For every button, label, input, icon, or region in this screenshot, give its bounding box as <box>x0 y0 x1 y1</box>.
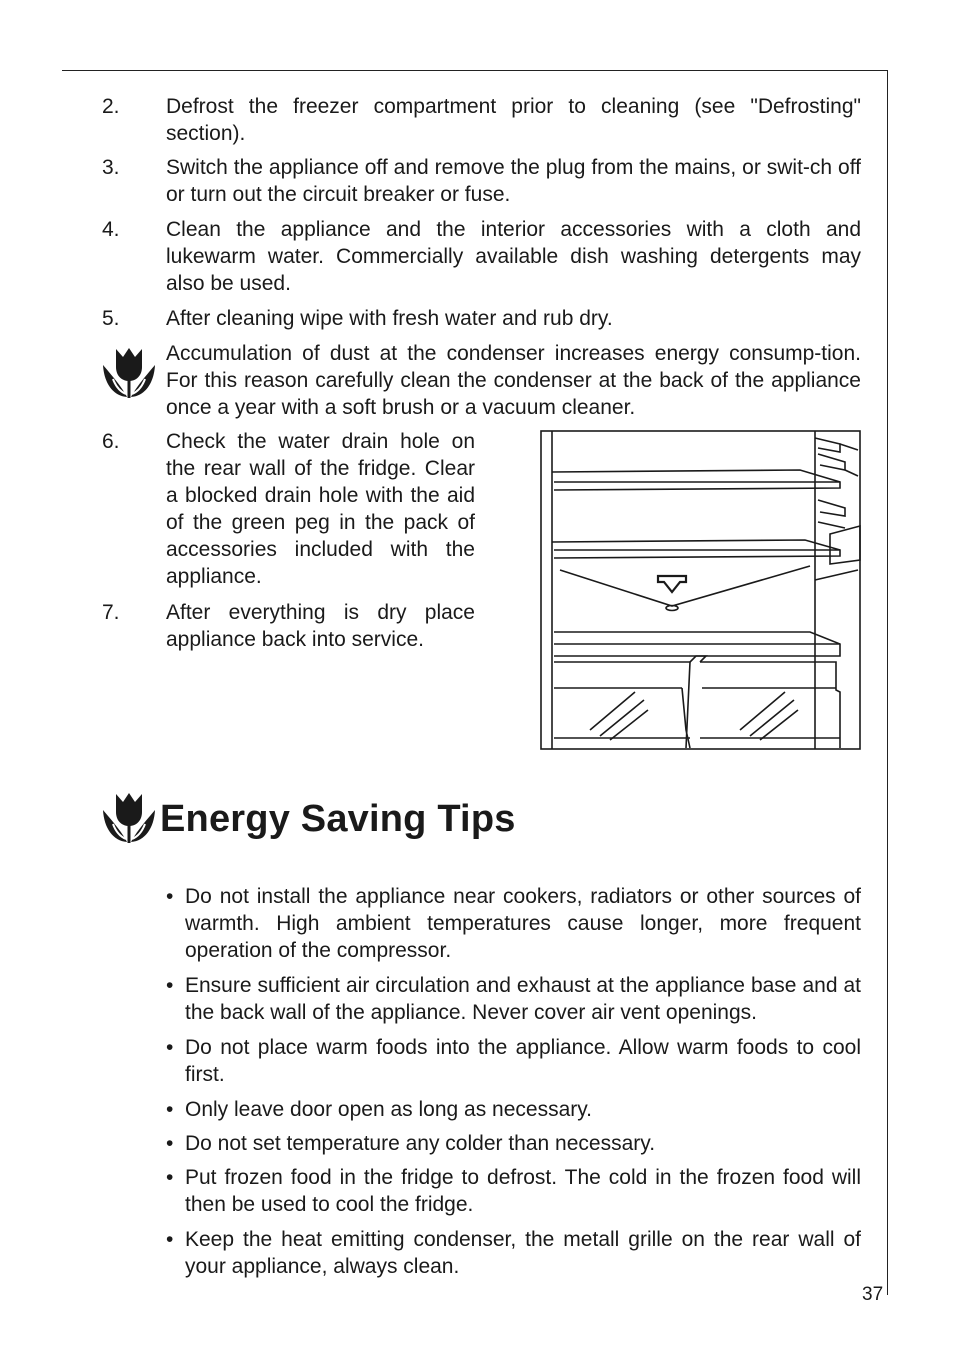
page-number: 37 <box>862 1284 884 1305</box>
tip-item <box>166 1164 861 1218</box>
tip-item <box>166 883 861 964</box>
bullet: • <box>166 1098 174 1121</box>
tip-item <box>166 1226 861 1280</box>
step-text: After everything is dry place appliance back into service. <box>166 601 475 651</box>
step-number: 3. <box>102 156 120 179</box>
tip-text: Put frozen food in the fridge to defrost. The cold in the frozen food will then be used to cool the fridge. <box>185 1166 861 1216</box>
step-number: 6. <box>102 430 120 453</box>
energy-tulip-icon <box>101 343 157 399</box>
bullet: • <box>166 1228 174 1251</box>
step-number: 7. <box>102 601 120 624</box>
tip-text: Keep the heat emitting condenser, the metall grille on the rear wall of your appliance, always clean. <box>185 1228 861 1278</box>
page-title: Energy Saving Tips <box>160 798 516 840</box>
step-text: Switch the appliance off and remove the plug from the mains, or swit-ch off or turn out the circuit breaker or fuse. <box>166 156 861 206</box>
step-number: 4. <box>102 218 120 241</box>
tip-text: Ensure sufficient air circulation and exhaust at the appliance base and at the back wall of the appliance. Never cover air vent openings. <box>185 974 861 1024</box>
energy-note-text: Accumulation of dust at the condenser increases energy consump-tion. For this reason carefully clean the condenser at the back of the appliance once a year with a soft brush or a vacuum cleaner. <box>166 342 861 419</box>
step-text: Check the water drain hole on the rear wall of the fridge. Clear a blocked drain hole with the aid of the green peg in the pack of accessories included with the appliance. <box>166 430 475 588</box>
step-text: After cleaning wipe with fresh water and rub dry. <box>166 307 613 330</box>
tip-item <box>166 1034 861 1088</box>
step-text: Clean the appliance and the interior accessories with a cloth and lukewarm water. Commercially available dish washing detergents may also be used. <box>166 218 861 295</box>
tip-item <box>166 972 861 1026</box>
page-frame-top-rule <box>62 70 888 71</box>
tip-item <box>166 1096 861 1123</box>
step-number: 2. <box>102 95 120 118</box>
bullet: • <box>166 885 174 908</box>
step-text: Defrost the freezer compartment prior to cleaning (see "Defrosting" section). <box>166 95 861 145</box>
step-number: 5. <box>102 307 120 330</box>
tip-text: Only leave door open as long as necessary. <box>185 1098 593 1121</box>
tip-item <box>166 1130 861 1157</box>
bullet: • <box>166 1166 174 1189</box>
fridge-interior-illustration <box>540 430 862 752</box>
energy-tulip-icon <box>100 790 158 846</box>
tip-text: Do not install the appliance near cookers, radiators or other sources of warmth. High ambient temperatures cause longer, more frequent operation of the compressor. <box>185 885 861 962</box>
bullet: • <box>166 1036 174 1059</box>
tip-text: Do not place warm foods into the appliance. Allow warm foods to cool first. <box>185 1036 861 1086</box>
page-frame-right-rule <box>887 70 888 1295</box>
bullet: • <box>166 974 174 997</box>
bullet: • <box>166 1132 174 1155</box>
tip-text: Do not set temperature any colder than necessary. <box>185 1132 656 1155</box>
